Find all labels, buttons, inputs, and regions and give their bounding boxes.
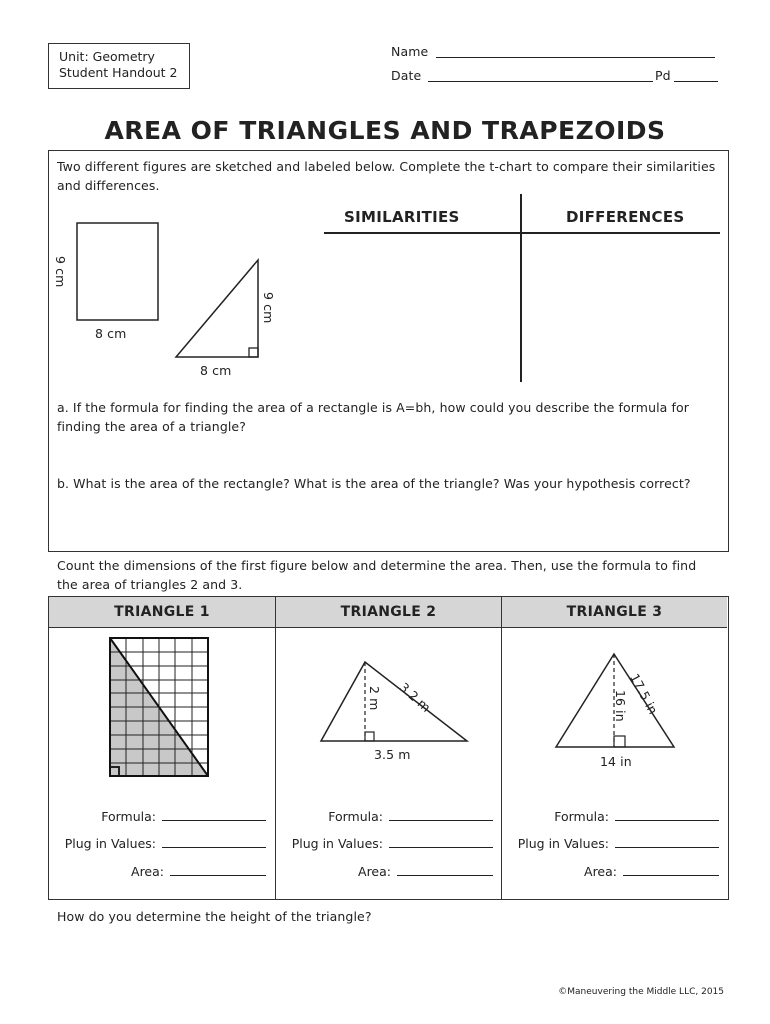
- triangle3-height-label: 16 in: [613, 690, 628, 722]
- date-label: Date: [391, 68, 422, 83]
- area-label: Area:: [131, 864, 164, 879]
- right-angle-marker: [249, 348, 258, 357]
- formula-blank[interactable]: [615, 808, 719, 821]
- triangle2-plug-row[interactable]: [282, 835, 493, 851]
- formula-label: Formula:: [101, 809, 156, 824]
- triangle2-heading: TRIANGLE 2: [276, 597, 501, 628]
- page-title: AREA OF TRIANGLES AND TRAPEZOIDS: [104, 116, 666, 145]
- triangle1-heading: TRIANGLE 1: [49, 597, 275, 628]
- triangle2-height-label: 2 m: [367, 686, 382, 711]
- rect-width-label: 8 cm: [95, 326, 127, 341]
- formula-label: Formula:: [554, 809, 609, 824]
- formula-label: Formula:: [328, 809, 383, 824]
- section2-intro: Count the dimensions of the first figure below and determine the area. Then, use the formula to find the area of triangles 2 and 3.: [57, 558, 697, 592]
- area-label: Area:: [584, 864, 617, 879]
- plug-label: Plug in Values:: [291, 836, 383, 851]
- triangle1-area-row[interactable]: [55, 863, 266, 879]
- area-label: Area:: [358, 864, 391, 879]
- plug-label: Plug in Values:: [64, 836, 156, 851]
- formula-blank[interactable]: [389, 808, 493, 821]
- name-label: Name: [391, 44, 429, 59]
- triangle2-formula-row[interactable]: [282, 808, 493, 824]
- triangle2-area-row[interactable]: [282, 863, 493, 879]
- section1-intro: Two different figures are sketched and labeled below. Complete the t-chart to compare their similarities and differences.: [57, 159, 716, 193]
- plug-label: Plug in Values:: [517, 836, 609, 851]
- triangle1-plug-row[interactable]: [55, 835, 266, 851]
- right-triangle-figure: [176, 260, 258, 357]
- formula-blank[interactable]: [162, 808, 266, 821]
- triangle3-side-label: 17.5 in: [626, 670, 661, 717]
- unit-info-box: [48, 43, 190, 89]
- plug-blank[interactable]: [615, 835, 719, 848]
- copyright-footer: ©Maneuvering the Middle LLC, 2015: [558, 987, 724, 997]
- triangle2-figure: [316, 656, 476, 746]
- area-blank[interactable]: [623, 863, 719, 876]
- tri-height-label: 9 cm: [261, 292, 276, 324]
- triangle1-formula-row[interactable]: [55, 808, 266, 824]
- triangle3-base-label: 14 in: [600, 754, 632, 769]
- triangle3-area-row[interactable]: [508, 863, 719, 879]
- triangle3-plug-row[interactable]: [508, 835, 719, 851]
- tchart-differences-heading: DIFFERENCES: [566, 208, 685, 226]
- question-a: a. If the formula for finding the area of a rectangle is A=bh, how could you describe the formula for finding the area of a triangle?: [57, 400, 689, 434]
- question-b: b. What is the area of the rectangle? What is the area of the triangle? Was your hypothesis correct?: [57, 476, 691, 491]
- plug-blank[interactable]: [389, 835, 493, 848]
- tchart-similarities-heading: SIMILARITIES: [344, 208, 460, 226]
- plug-blank[interactable]: [162, 835, 266, 848]
- pd-label: Pd: [655, 68, 671, 83]
- date-field[interactable]: [428, 81, 653, 82]
- triangle2-side-label: 3.2 m: [396, 679, 434, 716]
- triangle3-formula-row[interactable]: [508, 808, 719, 824]
- unit-label: Unit: Geometry: [59, 49, 155, 64]
- triangle2-base-label: 3.5 m: [374, 747, 411, 762]
- rect-height-label: 9 cm: [53, 256, 68, 288]
- rectangle-figure: [77, 223, 158, 320]
- tri-base-label: 8 cm: [200, 363, 232, 378]
- closing-question: How do you determine the height of the triangle?: [57, 909, 372, 924]
- pd-field[interactable]: [674, 81, 718, 82]
- area-blank[interactable]: [397, 863, 493, 876]
- handout-label: Student Handout 2: [59, 65, 178, 80]
- triangle3-heading: TRIANGLE 3: [502, 597, 727, 628]
- area-blank[interactable]: [170, 863, 266, 876]
- name-field[interactable]: [436, 57, 715, 58]
- triangle1-grid-figure: [108, 636, 212, 778]
